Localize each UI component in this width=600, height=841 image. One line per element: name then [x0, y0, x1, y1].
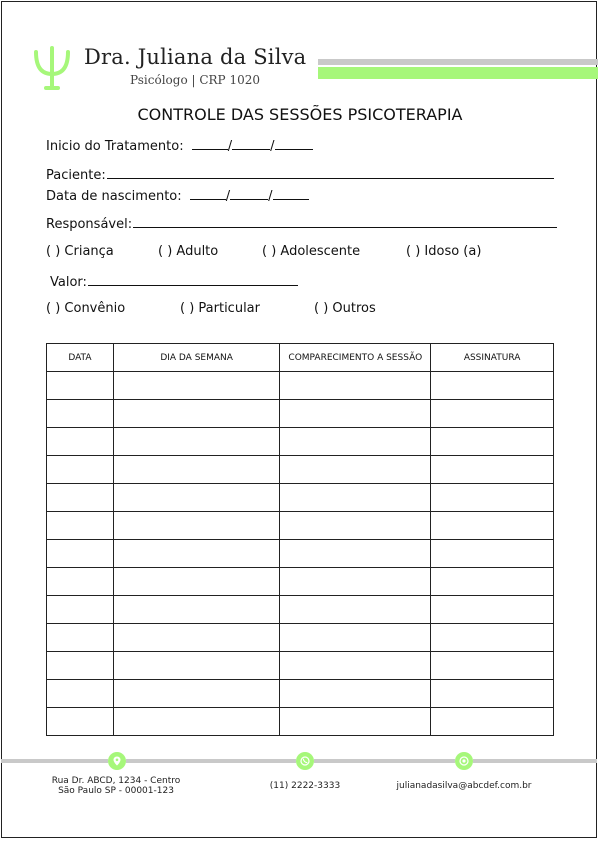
column-header-assinatura: ASSINATURA [431, 344, 554, 372]
slash: / [268, 189, 273, 204]
slash: / [270, 139, 275, 154]
inicio-year-field[interactable] [275, 137, 313, 150]
option-adolescente[interactable]: ( ) Adolescente [262, 244, 361, 259]
footer-email: julianadasilva@abcdef.com.br [396, 781, 532, 791]
data-cell[interactable] [47, 596, 114, 624]
comparecimento-cell[interactable] [280, 624, 431, 652]
header-bar-green [318, 67, 598, 79]
option-convenio[interactable]: ( ) Convênio [46, 301, 126, 316]
data-cell[interactable] [47, 680, 114, 708]
responsavel-label: Responsável: [46, 217, 133, 232]
comparecimento-cell[interactable] [280, 372, 431, 400]
assinatura-cell[interactable] [431, 624, 554, 652]
table-header-row [47, 344, 554, 372]
data-cell[interactable] [47, 540, 114, 568]
table-row [47, 568, 554, 596]
dia-semana-cell[interactable] [113, 512, 280, 540]
assinatura-cell[interactable] [431, 484, 554, 512]
dia-semana-cell[interactable] [113, 372, 280, 400]
table-row [47, 540, 554, 568]
valor-row [50, 273, 298, 290]
assinatura-cell[interactable] [431, 456, 554, 484]
footer-line [126, 759, 296, 763]
table-row [47, 680, 554, 708]
dia-semana-cell[interactable] [113, 708, 280, 736]
data-cell[interactable] [47, 512, 114, 540]
footer-line [473, 759, 597, 763]
table-row [47, 372, 554, 400]
paciente-row [46, 166, 554, 183]
dia-semana-cell[interactable] [113, 400, 280, 428]
dia-semana-cell[interactable] [113, 596, 280, 624]
table-row [47, 484, 554, 512]
comparecimento-cell[interactable] [280, 568, 431, 596]
data-cell[interactable] [47, 624, 114, 652]
comparecimento-cell[interactable] [280, 596, 431, 624]
table-row [47, 652, 554, 680]
address-line-2: São Paulo SP - 00001-123 [58, 786, 174, 796]
assinatura-cell[interactable] [431, 568, 554, 596]
data-cell[interactable] [47, 400, 114, 428]
address-line-1: Rua Dr. ABCD, 1234 - Centro [51, 776, 181, 786]
data-cell[interactable] [47, 568, 114, 596]
comparecimento-cell[interactable] [280, 456, 431, 484]
psi-logo-icon [32, 44, 72, 92]
dia-semana-cell[interactable] [113, 652, 280, 680]
assinatura-cell[interactable] [431, 652, 554, 680]
footer-line [1, 759, 108, 763]
doctor-subtitle: Psicólogo | CRP 1020 [130, 73, 260, 87]
doctor-name: Dra. Juliana da Silva [84, 45, 307, 69]
table-row [47, 708, 554, 736]
data-cell[interactable] [47, 708, 114, 736]
assinatura-cell[interactable] [431, 680, 554, 708]
assinatura-cell[interactable] [431, 708, 554, 736]
column-header-dia-semana: DIA DA SEMANA [113, 344, 280, 372]
nascimento-year-field[interactable] [273, 187, 309, 200]
nascimento-row [46, 187, 309, 204]
table-row [47, 400, 554, 428]
assinatura-cell[interactable] [431, 400, 554, 428]
data-cell[interactable] [47, 652, 114, 680]
dia-semana-cell[interactable] [113, 624, 280, 652]
slash: / [227, 139, 233, 154]
paciente-label: Paciente: [46, 168, 106, 183]
assinatura-cell[interactable] [431, 512, 554, 540]
footer-phone: (11) 2222-3333 [269, 781, 341, 791]
inicio-month-field[interactable] [232, 137, 270, 150]
assinatura-cell[interactable] [431, 372, 554, 400]
option-particular[interactable]: ( ) Particular [180, 301, 260, 316]
dia-semana-cell[interactable] [113, 568, 280, 596]
inicio-label: Inicio do Tratamento: [46, 139, 184, 154]
data-cell[interactable] [47, 484, 114, 512]
nascimento-month-field[interactable] [230, 187, 268, 200]
footer-address [46, 776, 186, 796]
data-cell[interactable] [47, 372, 114, 400]
table-row [47, 512, 554, 540]
location-icon [108, 752, 126, 770]
slash: / [225, 189, 231, 204]
email-icon [455, 752, 473, 770]
responsavel-field[interactable] [133, 215, 557, 228]
table-row [47, 428, 554, 456]
comparecimento-cell[interactable] [280, 400, 431, 428]
table-row [47, 624, 554, 652]
nascimento-day-field[interactable] [190, 187, 226, 200]
option-crianca[interactable]: ( ) Criança [46, 244, 114, 259]
valor-label: Valor: [50, 275, 87, 290]
comparecimento-cell[interactable] [280, 680, 431, 708]
dia-semana-cell[interactable] [113, 680, 280, 708]
comparecimento-cell[interactable] [280, 652, 431, 680]
responsavel-row [46, 215, 557, 232]
whatsapp-icon [296, 752, 314, 770]
dia-semana-cell[interactable] [113, 484, 280, 512]
option-outros[interactable]: ( ) Outros [314, 301, 376, 316]
option-adulto[interactable]: ( ) Adulto [158, 244, 219, 259]
assinatura-cell[interactable] [431, 428, 554, 456]
inicio-row [46, 137, 313, 154]
form-title: CONTROLE DAS SESSÕES PSICOTERAPIA [137, 105, 463, 124]
assinatura-cell[interactable] [431, 540, 554, 568]
comparecimento-cell[interactable] [280, 484, 431, 512]
comparecimento-cell[interactable] [280, 540, 431, 568]
assinatura-cell[interactable] [431, 596, 554, 624]
sessions-table [46, 343, 554, 736]
table-row [47, 456, 554, 484]
data-cell[interactable] [47, 456, 114, 484]
comparecimento-cell[interactable] [280, 512, 431, 540]
column-header-comparecimento: COMPARECIMENTO A SESSÃO [280, 344, 431, 372]
dia-semana-cell[interactable] [113, 540, 280, 568]
dia-semana-cell[interactable] [113, 428, 280, 456]
option-idoso[interactable]: ( ) Idoso (a) [406, 244, 482, 259]
nascimento-label: Data de nascimento: [46, 189, 182, 204]
inicio-day-field[interactable] [192, 137, 228, 150]
paciente-field[interactable] [107, 166, 554, 179]
table-row [47, 596, 554, 624]
comparecimento-cell[interactable] [280, 428, 431, 456]
dia-semana-cell[interactable] [113, 456, 280, 484]
data-cell[interactable] [47, 428, 114, 456]
column-header-data: DATA [47, 344, 114, 372]
footer-line [314, 759, 455, 763]
comparecimento-cell[interactable] [280, 708, 431, 736]
header-bar-gray [318, 59, 598, 65]
valor-field[interactable] [88, 273, 298, 286]
